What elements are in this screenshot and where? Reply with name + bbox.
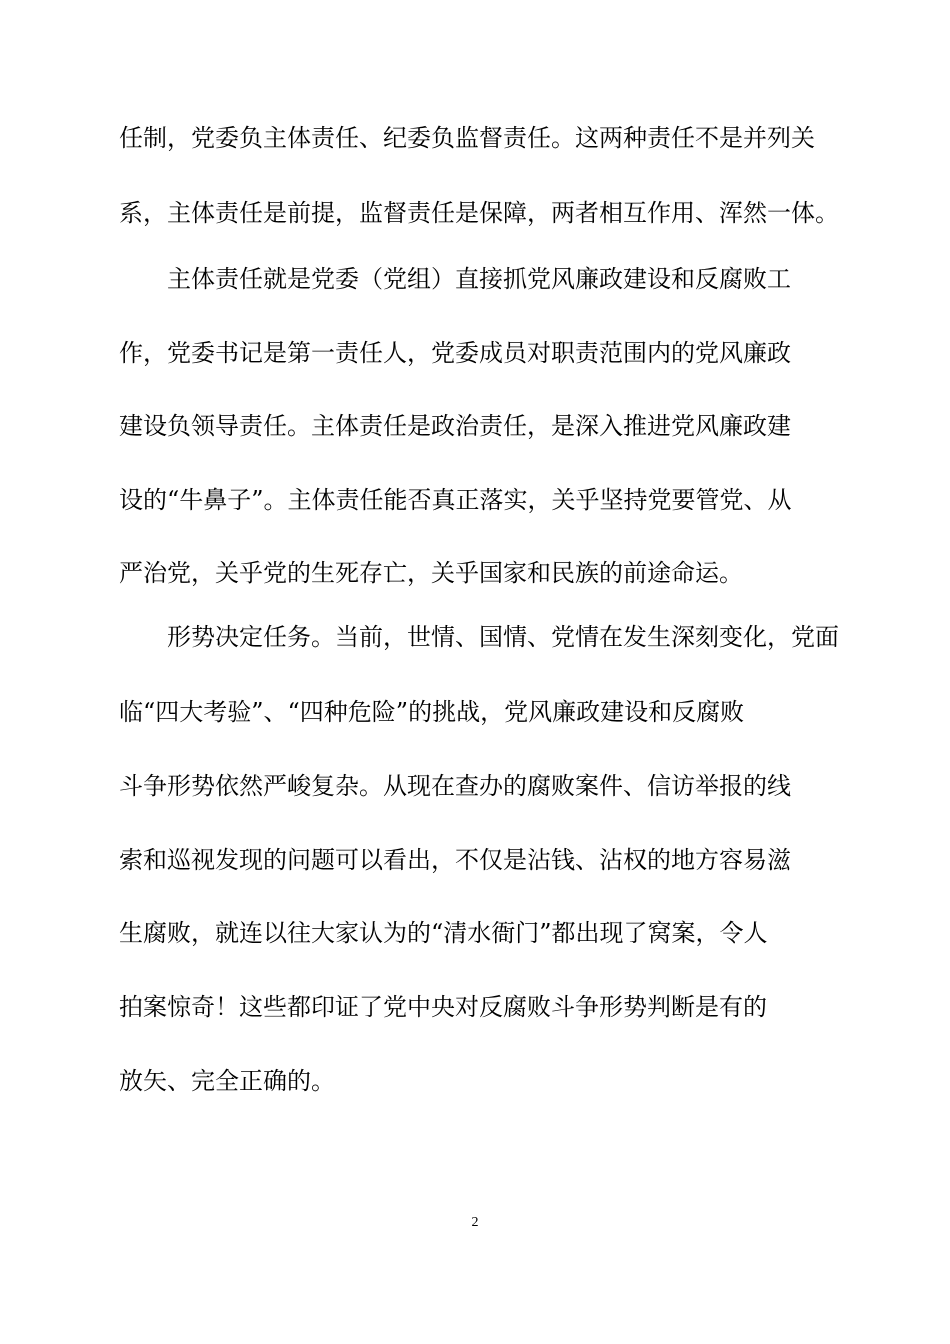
text-line: 主体责任就是党委（党组）直接抓党风廉政建设和反腐败工 xyxy=(119,265,791,293)
text-line: 作，党委书记是第一责任人，党委成员对职责范围内的党风廉政 xyxy=(119,339,791,367)
text-line: 放矢、完全正确的。 xyxy=(119,1067,335,1095)
text-line: 设的“牛鼻子”。主体责任能否真正落实，关乎坚持党要管党、从 xyxy=(119,486,792,514)
text-line: 斗争形势依然严峻复杂。从现在查办的腐败案件、信访举报的线 xyxy=(119,772,791,800)
page-number: 2 xyxy=(471,1215,479,1230)
text-line: 严治党，关乎党的生死存亡，关乎国家和民族的前途命运。 xyxy=(119,559,743,587)
text-line: 临“四大考验”、“四种危险”的挑战，党风廉政建设和反腐败 xyxy=(119,698,745,726)
text-line: 系，主体责任是前提，监督责任是保障，两者相互作用、浑然一体。 xyxy=(119,199,839,227)
text-line: 索和巡视发现的问题可以看出，不仅是沾钱、沾权的地方容易滋 xyxy=(119,846,791,874)
text-line: 生腐败，就连以往大家认为的“清水衙门”都出现了窝案，令人 xyxy=(119,919,768,947)
text-line: 拍案惊奇！这些都印证了党中央对反腐败斗争形势判断是有的 xyxy=(119,993,767,1021)
text-line: 形势决定任务。当前，世情、国情、党情在发生深刻变化，党面 xyxy=(119,623,839,651)
text-line: 任制，党委负主体责任、纪委负监督责任。这两种责任不是并列关 xyxy=(119,124,815,152)
text-line: 建设负领导责任。主体责任是政治责任，是深入推进党风廉政建 xyxy=(119,412,791,440)
